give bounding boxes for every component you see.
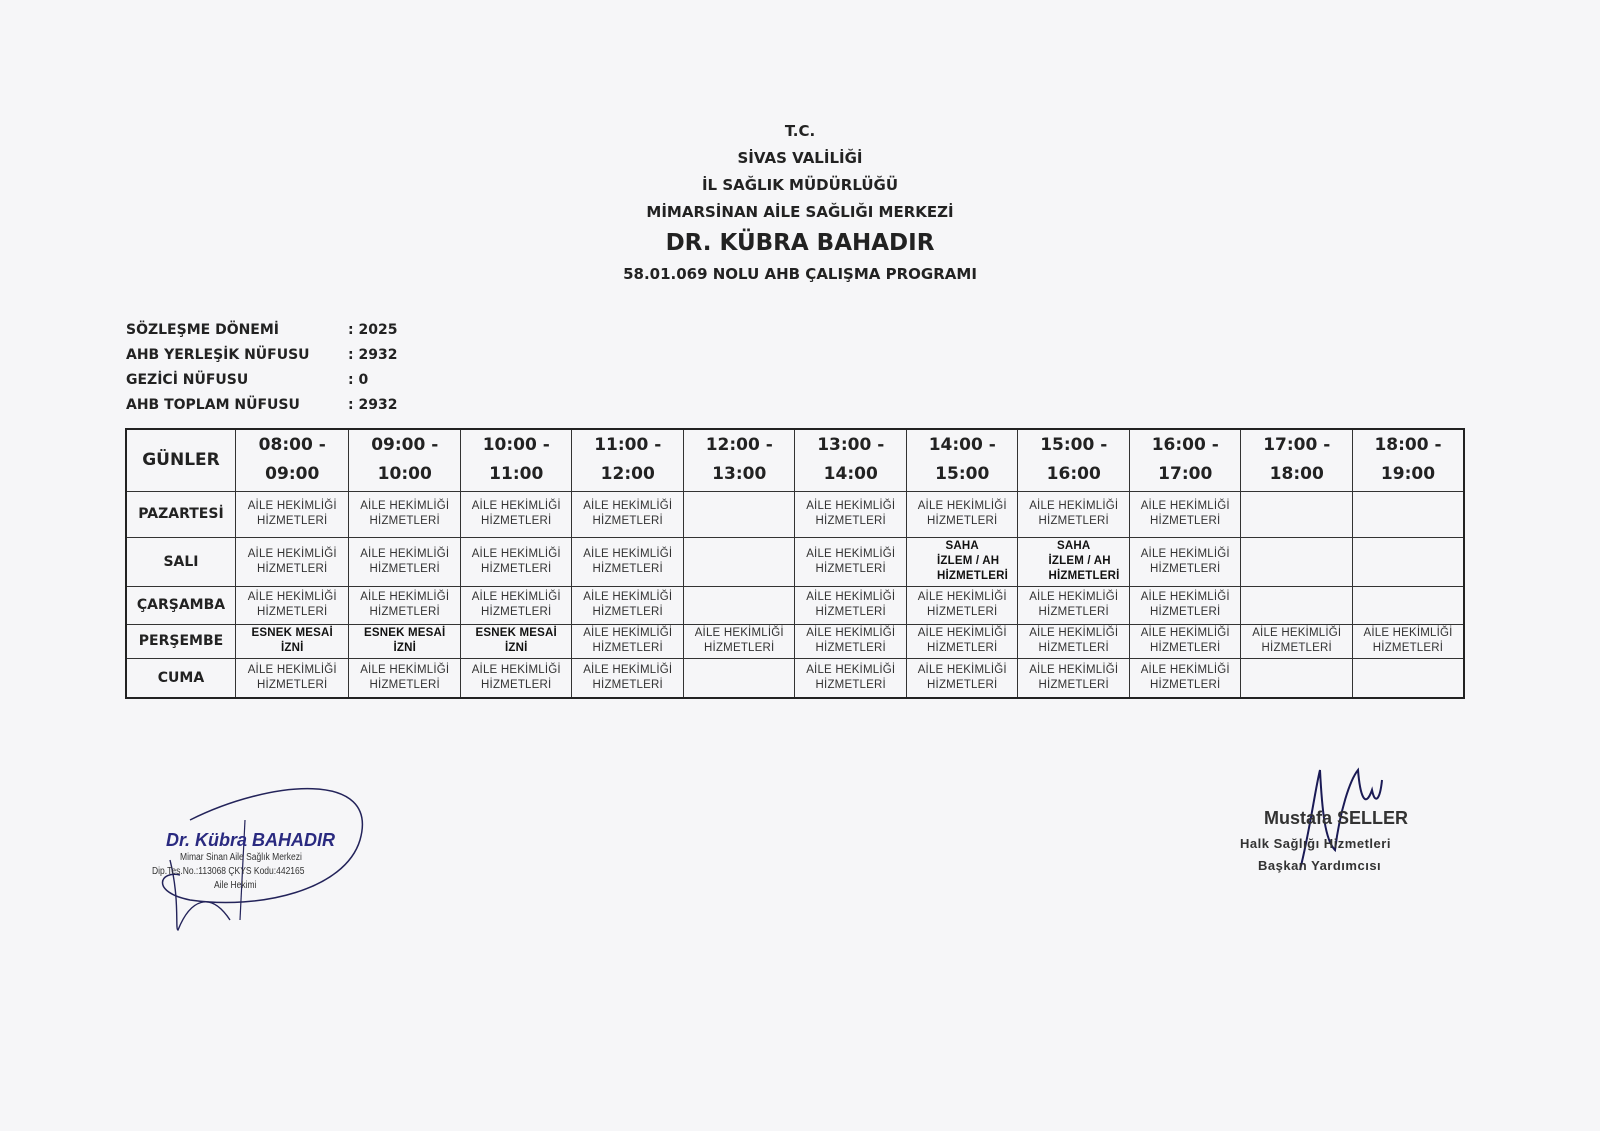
schedule-cell [1129, 537, 1241, 586]
schedule-cell [572, 586, 684, 624]
schedule-cell-line: HİZMETLERİ [1150, 606, 1221, 618]
header-center: MİMARSİNAN AİLE SAĞLIĞI MERKEZİ [646, 203, 954, 221]
info-label: AHB TOPLAM NÜFUSU [126, 397, 300, 413]
time-slot-line: 13:00 [712, 464, 767, 485]
schedule-cell-line: HİZMETLERİ [927, 515, 998, 527]
time-slot-header [572, 429, 684, 491]
schedule-cell-line: İZNİ [393, 642, 416, 654]
schedule-cell-line: HİZMETLERİ [927, 642, 998, 654]
schedule-cell [1352, 624, 1464, 658]
schedule-cell [349, 624, 461, 658]
time-slot-line: 14:00 - [928, 435, 996, 456]
schedule-cell-line: İZLEM / AH [1048, 555, 1111, 567]
schedule-cell-line: AİLE HEKİMLİĞİ [806, 500, 896, 512]
time-slot-line: 18:00 - [1374, 435, 1442, 456]
schedule-cell-line: AİLE HEKİMLİĞİ [360, 591, 450, 603]
schedule-cell [460, 537, 572, 586]
schedule-cell [795, 491, 907, 537]
schedule-cell [1241, 586, 1353, 624]
info-value: : 2025 [348, 322, 398, 338]
schedule-cell-line: HİZMETLERİ [592, 678, 663, 691]
schedule-cell-line: HİZMETLERİ [369, 562, 440, 575]
schedule-cell [906, 586, 1018, 624]
schedule-cell-line: AİLE HEKİMLİĞİ [1140, 500, 1230, 512]
schedule-cell [460, 586, 572, 624]
schedule-cell-line: AİLE HEKİMLİĞİ [583, 591, 673, 603]
info-row [126, 343, 397, 368]
time-slot-line: 12:00 - [705, 435, 773, 456]
schedule-cell-line: AİLE HEKİMLİĞİ [1363, 627, 1453, 639]
time-slot-line: 11:00 - [594, 435, 662, 456]
schedule-cell [235, 537, 349, 586]
schedule-cell-line: HİZMETLERİ [592, 642, 663, 654]
schedule-cell [1129, 586, 1241, 624]
schedule-cell [683, 586, 795, 624]
schedule-cell-line: HİZMETLERİ [936, 570, 1008, 582]
schedule-cell-line: HİZMETLERİ [1372, 642, 1444, 654]
schedule-cell-line: AİLE HEKİMLİĞİ [360, 547, 450, 560]
schedule-cell [1018, 491, 1130, 537]
doctor-stamp [152, 830, 336, 893]
schedule-cell-line: AİLE HEKİMLİĞİ [247, 500, 337, 512]
schedule-cell-line: AİLE HEKİMLİĞİ [471, 663, 561, 676]
schedule-cell-line: HİZMETLERİ [257, 678, 328, 691]
header-doctor-name: DR. KÜBRA BAHADIR [665, 230, 935, 256]
schedule-cell [906, 491, 1018, 537]
schedule-cell [235, 491, 349, 537]
schedule-cell-line: AİLE HEKİMLİĞİ [1140, 663, 1230, 676]
schedule-table [125, 428, 1465, 699]
time-slot-line: 17:00 [1158, 464, 1213, 485]
schedule-cell-line: AİLE HEKİMLİĞİ [583, 627, 673, 639]
schedule-cell-line: HİZMETLERİ [592, 515, 663, 527]
time-slot-header [1018, 429, 1130, 491]
schedule-cell-line: AİLE HEKİMLİĞİ [471, 547, 561, 560]
header-governorship: SİVAS VALİLİĞİ [737, 149, 863, 167]
time-slot-header [1129, 429, 1241, 491]
schedule-cell-line: AİLE HEKİMLİĞİ [583, 663, 673, 676]
info-label: GEZİCİ NÜFUSU [126, 372, 249, 388]
schedule-cell [683, 491, 795, 537]
schedule-cell-line: HİZMETLERİ [592, 606, 663, 618]
schedule-cell-line: HİZMETLERİ [1150, 562, 1221, 575]
info-row [126, 368, 397, 393]
info-value: : 0 [348, 372, 369, 388]
schedule-cell-line: HİZMETLERİ [1150, 678, 1221, 691]
schedule-cell [906, 537, 1018, 586]
stamp-diploma-line: Dip.Tes.No.:113068 ÇKYS Kodu:442165 [152, 866, 305, 877]
info-label: SÖZLEŞME DÖNEMİ [126, 322, 280, 338]
schedule-cell [683, 624, 795, 658]
time-slot-header [906, 429, 1018, 491]
schedule-cell-line: HİZMETLERİ [704, 642, 775, 654]
schedule-cell [683, 537, 795, 586]
schedule-cell-line: HİZMETLERİ [481, 515, 552, 527]
schedule-cell-line: SAHA [1057, 540, 1091, 552]
schedule-cell-line: AİLE HEKİMLİĞİ [247, 547, 337, 560]
info-label: AHB YERLEŞİK NÜFUSU [126, 347, 310, 363]
schedule-cell [1129, 658, 1241, 698]
schedule-cell-line: HİZMETLERİ [369, 678, 440, 691]
info-row [126, 393, 397, 418]
schedule-cell [349, 537, 461, 586]
time-slot-line: 15:00 [935, 464, 990, 485]
official-title-line2: Başkan Yardımcısı [1258, 858, 1382, 873]
schedule-cell [795, 537, 907, 586]
info-value: : 2932 [348, 397, 398, 413]
schedule-cell-line: AİLE HEKİMLİĞİ [1140, 547, 1230, 560]
schedule-cell-line: AİLE HEKİMLİĞİ [1029, 663, 1119, 676]
schedule-cell-line: HİZMETLERİ [369, 606, 440, 618]
schedule-cell [1018, 537, 1130, 586]
schedule-cell-line: HİZMETLERİ [1038, 606, 1109, 618]
header-tc: T.C. [784, 122, 816, 140]
time-slot-line: 10:00 [377, 464, 432, 485]
schedule-cell-line: HİZMETLERİ [1038, 678, 1109, 691]
schedule-cell-line: HİZMETLERİ [1038, 642, 1109, 654]
schedule-day-row [126, 658, 1464, 698]
schedule-cell-line: HİZMETLERİ [257, 606, 328, 618]
schedule-cell-line: AİLE HEKİMLİĞİ [471, 500, 561, 512]
schedule-cell-line: İZNİ [504, 642, 528, 654]
schedule-cell [1241, 491, 1353, 537]
schedule-cell-line: AİLE HEKİMLİĞİ [360, 500, 450, 512]
schedule-cell [1241, 658, 1353, 698]
time-slot-header [1352, 429, 1464, 491]
schedule-cell [795, 624, 907, 658]
time-slot-line: 16:00 - [1151, 435, 1219, 456]
schedule-cell [1352, 586, 1464, 624]
schedule-cell [235, 586, 349, 624]
schedule-day-row [126, 537, 1464, 586]
header-directorate: İL SAĞLIK MÜDÜRLÜĞÜ [701, 176, 899, 194]
schedule-cell-line: HİZMETLERİ [815, 642, 886, 654]
schedule-cell [1129, 624, 1241, 658]
time-slot-header [795, 429, 907, 491]
doctor-signature-stamp [150, 780, 380, 940]
schedule-cell-line: HİZMETLERİ [481, 678, 552, 691]
schedule-cell-line: AİLE HEKİMLİĞİ [917, 591, 1007, 603]
schedule-cell-line: AİLE HEKİMLİĞİ [360, 663, 450, 676]
time-slot-line: 08:00 - [258, 435, 326, 456]
schedule-cell-line: AİLE HEKİMLİĞİ [1029, 591, 1119, 603]
stamp-doctor-name: Dr. Kübra BAHADIR [166, 830, 336, 850]
schedule-day-row [126, 624, 1464, 658]
schedule-day-row [126, 491, 1464, 537]
schedule-cell-line: HİZMETLERİ [1150, 642, 1221, 654]
schedule-cell-line: AİLE HEKİMLİĞİ [247, 663, 337, 676]
time-slot-header [683, 429, 795, 491]
schedule-cell-line: AİLE HEKİMLİĞİ [917, 500, 1007, 512]
schedule-cell-line: HİZMETLERİ [927, 606, 998, 618]
schedule-cell-line: ESNEK MESAİ [475, 627, 557, 639]
schedule-cell [572, 491, 684, 537]
schedule-cell-line: HİZMETLERİ [1048, 570, 1120, 582]
schedule-cell-line: AİLE HEKİMLİĞİ [583, 500, 673, 512]
schedule-cell [572, 624, 684, 658]
schedule-cell-line: HİZMETLERİ [1261, 642, 1332, 654]
schedule-cell-line: HİZMETLERİ [481, 606, 552, 618]
schedule-cell-line: HİZMETLERİ [1038, 515, 1109, 527]
schedule-cell [235, 624, 349, 658]
schedule-cell [906, 658, 1018, 698]
schedule-cell-line: HİZMETLERİ [257, 515, 328, 527]
schedule-header-row [126, 429, 1464, 491]
schedule-cell-line: AİLE HEKİMLİĞİ [1140, 591, 1230, 603]
time-slot-line: 18:00 [1269, 464, 1324, 485]
schedule-cell [1018, 586, 1130, 624]
schedule-cell [349, 586, 461, 624]
schedule-cell [235, 658, 349, 698]
schedule-cell [1352, 537, 1464, 586]
schedule-cell-line: AİLE HEKİMLİĞİ [917, 663, 1007, 676]
day-label: PAZARTESİ [126, 491, 235, 537]
day-label: SALI [126, 537, 235, 586]
schedule-cell-line: SAHA [945, 540, 979, 552]
schedule-cell-line: HİZMETLERİ [481, 562, 552, 575]
day-label: PERŞEMBE [126, 624, 235, 658]
schedule-cell-line: HİZMETLERİ [257, 562, 328, 575]
schedule-cell-line: HİZMETLERİ [815, 562, 886, 575]
schedule-cell-line: AİLE HEKİMLİĞİ [1140, 627, 1230, 639]
schedule-cell [1129, 491, 1241, 537]
schedule-cell [349, 491, 461, 537]
schedule-cell-line: AİLE HEKİMLİĞİ [1029, 627, 1119, 639]
schedule-cell-line: HİZMETLERİ [927, 678, 998, 691]
official-title-line1: Halk Sağlığı Hizmetleri [1240, 836, 1391, 851]
info-row [126, 318, 397, 343]
schedule-cell [460, 658, 572, 698]
schedule-cell [683, 658, 795, 698]
schedule-day-row [126, 586, 1464, 624]
schedule-cell-line: ESNEK MESAİ [251, 627, 333, 639]
schedule-cell [1241, 624, 1353, 658]
official-signature [1240, 750, 1460, 900]
stamp-role-line: Aile Hekimi [214, 880, 257, 891]
time-slot-line: 15:00 - [1040, 435, 1108, 456]
schedule-cell [572, 658, 684, 698]
day-label: ÇARŞAMBA [126, 586, 235, 624]
time-slot-line: 12:00 [600, 464, 655, 485]
time-slot-header [349, 429, 461, 491]
schedule-cell-line: AİLE HEKİMLİĞİ [806, 663, 896, 676]
schedule-cell [460, 624, 572, 658]
schedule-cell [572, 537, 684, 586]
time-slot-line: 16:00 [1046, 464, 1101, 485]
info-value: : 2932 [348, 347, 398, 363]
schedule-cell-line: HİZMETLERİ [369, 515, 440, 527]
time-slot-header [460, 429, 572, 491]
schedule-cell-line: AİLE HEKİMLİĞİ [1252, 627, 1342, 639]
time-slot-line: 09:00 - [371, 435, 439, 456]
time-slot-line: 10:00 - [482, 435, 550, 456]
header-program-title: 58.01.069 NOLU AHB ÇALIŞMA PROGRAMI [623, 265, 977, 283]
time-slot-line: 11:00 [489, 464, 544, 485]
schedule-cell-line: AİLE HEKİMLİĞİ [247, 591, 337, 603]
schedule-cell-line: HİZMETLERİ [1150, 515, 1221, 527]
time-slot-header [235, 429, 349, 491]
schedule-cell-line: AİLE HEKİMLİĞİ [583, 547, 673, 560]
schedule-cell-line: HİZMETLERİ [592, 562, 663, 575]
schedule-cell-line: AİLE HEKİMLİĞİ [694, 627, 784, 639]
schedule-cell [1018, 658, 1130, 698]
info-block [126, 318, 397, 418]
schedule-cell [906, 624, 1018, 658]
time-slot-line: 19:00 [1380, 464, 1436, 485]
time-slot-line: 09:00 [265, 464, 320, 485]
schedule-cell-line: AİLE HEKİMLİĞİ [806, 591, 896, 603]
schedule-cell [1352, 658, 1464, 698]
time-slot-line: 13:00 - [817, 435, 885, 456]
time-slot-header [1241, 429, 1353, 491]
time-slot-line: 14:00 [823, 464, 878, 485]
schedule-cell-line: AİLE HEKİMLİĞİ [917, 627, 1007, 639]
schedule-cell [795, 658, 907, 698]
time-slot-line: 17:00 - [1263, 435, 1331, 456]
schedule-cell [460, 491, 572, 537]
schedule-cell [1352, 491, 1464, 537]
schedule-cell-line: ESNEK MESAİ [364, 627, 446, 639]
schedule-cell-line: İZLEM / AH [936, 555, 1000, 567]
schedule-cell-line: AİLE HEKİMLİĞİ [471, 591, 561, 603]
day-label: CUMA [126, 658, 235, 698]
days-column-header: GÜNLER [126, 429, 235, 491]
schedule-cell [349, 658, 461, 698]
schedule-cell-line: İZNİ [280, 642, 304, 654]
official-name: Mustafa SELLER [1264, 808, 1409, 828]
schedule-cell [795, 586, 907, 624]
schedule-cell-line: HİZMETLERİ [815, 678, 886, 691]
document-header [0, 118, 1600, 288]
stamp-center-line: Mimar Sinan Aile Sağlık Merkezi [180, 852, 302, 863]
schedule-cell-line: AİLE HEKİMLİĞİ [1029, 500, 1119, 512]
schedule-cell [1241, 537, 1353, 586]
schedule-cell-line: AİLE HEKİMLİĞİ [806, 547, 896, 560]
schedule-cell-line: HİZMETLERİ [815, 515, 886, 527]
schedule-cell [1018, 624, 1130, 658]
schedule-cell-line: AİLE HEKİMLİĞİ [806, 627, 896, 639]
schedule-cell-line: HİZMETLERİ [815, 606, 886, 618]
